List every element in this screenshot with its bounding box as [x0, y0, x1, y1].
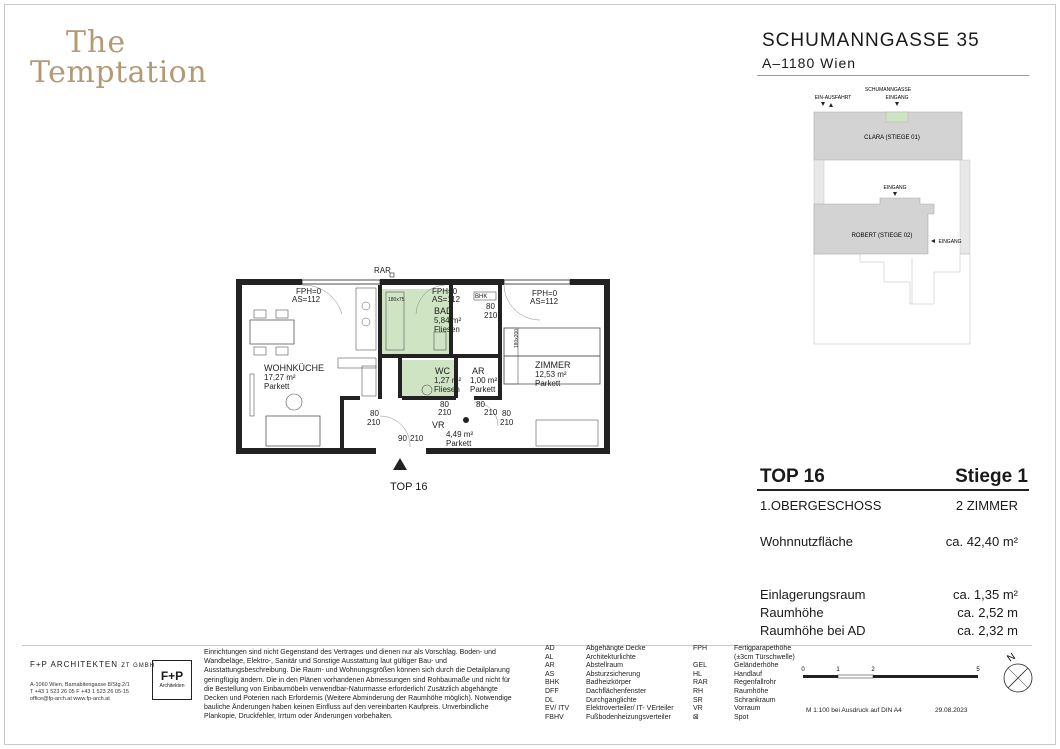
- siteplan-clara: CLARA (STIEGE 01): [864, 135, 920, 141]
- wc-floor: Fliesen: [434, 385, 460, 394]
- door-zimmer-height: 210: [500, 418, 514, 427]
- label-fph-left: FPH=0: [296, 287, 322, 296]
- zimmer-area: 12,53 m²: [535, 370, 567, 379]
- firm-name-main: F+P ARCHITEKTEN: [30, 660, 118, 669]
- label-rar: RAR: [374, 266, 391, 275]
- label-bhk: BHK: [475, 294, 488, 300]
- label-fph-bad: FPH=0: [432, 287, 458, 296]
- door-entry-height: 210: [410, 434, 424, 443]
- label-bed: 180x200: [514, 328, 521, 349]
- floor-plan: [230, 262, 620, 497]
- disclaimer-text: Einrichtungen sind nicht Gegenstand des Vertrages und dienen nur als Vorschlag. Boden- und Wandbeläge, Elektro-, Sanitär und Sonstige Ausstattung laut gültiger Bau- und Ausstattungsbeschreibung. Die Raum- und Wohnungsgrößen können sich durch die Detailplanung geringfügig ändern. Die in den Plänen vorhandenen Abmessungen sind Rohbaumaße und nicht für die Bestellung von Einbaumöbeln verwendbar-Naturmasse erforderlich! Zusätzlich abgehängte Decken und Poterien nach Erfordernis (Weitere Abminderung der Raumhöhe möglich). Notwendige bauliche Änderungen haben keinen Einfluss auf den vereinbarten Kaufpreis. Unverbindliche Plankopie, Druckfehler, Irrtum oder Änderungen vorbehalten.: [204, 649, 512, 721]
- firm-name: [30, 660, 155, 669]
- in-arrow-icon: [821, 102, 825, 106]
- svg-text:2: 2: [871, 667, 875, 673]
- entrance-green: [886, 112, 908, 122]
- bad-area: 5,84 m²: [434, 316, 462, 325]
- bad-floor: Fliesen: [434, 325, 460, 334]
- wohnkueche-floor: Parkett: [264, 382, 290, 391]
- north-label: N: [1005, 651, 1018, 665]
- bad-name: BAD: [434, 306, 453, 316]
- firm-address: [30, 682, 130, 703]
- unit-rooms: 2 ZIMMER: [955, 498, 1018, 513]
- abbr-meanings-1: Abgehängte Decke Architekturlichte Abstellraum Absturzsicherung Badheizkörper Dachflächenfenster Durchganglichte Elektroverteiler/ IT- VErteiler Fußbodenheizungsverteiler: [586, 645, 674, 721]
- logo-line-1: The: [66, 25, 127, 60]
- svg-text:0: 0: [801, 667, 805, 673]
- siteplan-eingang-side: EINGANG: [938, 239, 962, 245]
- door-bad-height: 210: [484, 311, 498, 320]
- info-label-raumhoehe-ad: Raumhöhe bei AD: [760, 623, 866, 638]
- door-wk-width: 80: [370, 409, 379, 418]
- north-arrow-icon: [998, 650, 1038, 696]
- siteplan-street: SCHUMANNGASSE: [864, 87, 912, 93]
- address-divider: [757, 75, 1029, 76]
- building-robert: [814, 198, 934, 254]
- site-plan: [800, 82, 1030, 352]
- info-value-wohnnutzflaeche: ca. 42,40 m²: [945, 534, 1018, 549]
- wc-name: WC: [435, 366, 450, 376]
- door-ar-width: 80: [476, 400, 485, 409]
- out-arrow-icon: [829, 103, 833, 107]
- firm-logo-sub: Architekten: [159, 683, 185, 689]
- door-wc-height: 210: [438, 408, 452, 417]
- firm-address-line-3: office@fp-arch.at www.fp-arch.at: [30, 696, 110, 702]
- label-as-left: AS=112: [292, 295, 321, 304]
- info-value-raumhoehe-ad: ca. 2,32 m: [957, 623, 1018, 638]
- scale-bar: [798, 660, 988, 690]
- floorplan-top-label: TOP 16: [390, 481, 428, 493]
- door-entry-width: 90: [398, 434, 407, 443]
- firm-address-line-1: A-1060 Wien, Barnabitengasse 8/Stg.2/1: [30, 682, 130, 688]
- entrance-arrow-icon: [895, 102, 899, 106]
- vr-name: VR: [432, 420, 445, 430]
- address-street: SCHUMANNGASSE 35: [762, 30, 980, 51]
- door-zimmer-width: 80: [502, 409, 511, 418]
- unit-floor: 1.OBERGESCHOSS: [760, 498, 882, 513]
- vr-area: 4,49 m²: [446, 430, 474, 439]
- wc-area: 1,27 m²: [434, 376, 462, 385]
- plan-date: 29.08.2023: [935, 707, 968, 714]
- brand-logo: [30, 25, 208, 90]
- zimmer-floor: Parkett: [535, 379, 561, 388]
- abbr-meanings-2: Fertigparapethöhe (±3cm Türschwelle) Geländerhöhe Handlauf Regenfallrohr Raumhöhe Schrankraum Vorraum Spot: [734, 645, 795, 721]
- abbr-codes-1: AD AL AR AS BHK DFF DL EV/ ITV FBHV: [545, 645, 570, 721]
- label-as-bad: AS=112: [432, 295, 461, 304]
- label-fph-right: FPH=0: [532, 289, 558, 298]
- zimmer-name: ZIMMER: [535, 360, 571, 370]
- entrance-arrow-icon: [393, 458, 407, 470]
- svg-text:1: 1: [836, 667, 840, 673]
- siteplan-ein-ausfahrt: EIN-AUSFAHRT: [814, 95, 852, 101]
- firm-name-suffix: ZT GMBH: [121, 663, 156, 669]
- label-tub: 180x75: [388, 297, 405, 303]
- firm-address-line-2: T +43 1 523 26 05 F +43 1 523 26 05-15: [30, 689, 129, 695]
- door-bad-width: 80: [486, 302, 495, 311]
- site-boundary: [814, 254, 970, 344]
- info-value-einlagerungsraum: ca. 1,35 m²: [952, 587, 1018, 602]
- wohnkueche-name: WOHNKÜCHE: [264, 363, 324, 373]
- logo-line-2: Temptation: [30, 55, 208, 90]
- svg-text:5: 5: [976, 667, 980, 673]
- info-label-einlagerungsraum: Einlagerungsraum: [760, 587, 866, 602]
- info-label-raumhoehe: Raumhöhe: [760, 605, 824, 620]
- firm-logo-box: [152, 660, 192, 700]
- scale-note: M 1:100 bei Ausdruck auf DIN A4: [806, 707, 902, 714]
- siteplan-eingang-mid: EINGANG: [883, 185, 907, 191]
- door-wc-width: 80: [440, 400, 449, 409]
- info-label-wohnnutzflaeche: Wohnnutzfläche: [760, 534, 853, 549]
- siteplan-eingang-top: EINGANG: [885, 95, 909, 101]
- wohnkueche-area: 17,27 m²: [264, 373, 296, 382]
- info-divider: [757, 489, 1029, 491]
- ar-floor: Parkett: [470, 385, 496, 394]
- door-ar-height: 210: [484, 408, 498, 417]
- unit-stiege: Stiege 1: [955, 466, 1028, 487]
- unit-number: TOP 16: [760, 466, 825, 487]
- door-wk-height: 210: [367, 418, 381, 427]
- abbr-codes-2: FPH GEL HL RAR RH SR VR ⊠: [693, 645, 708, 721]
- siteplan-robert: ROBERT (STIEGE 02): [851, 233, 913, 239]
- ar-area: 1,00 m²: [470, 376, 498, 385]
- label-as-right: AS=112: [530, 297, 559, 306]
- address-city: A–1180 Wien: [762, 55, 857, 71]
- vr-floor: Parkett: [446, 439, 472, 448]
- ar-name: AR: [472, 366, 485, 376]
- footer-divider: [22, 645, 1032, 646]
- firm-logo-text: F+P: [160, 669, 184, 683]
- info-value-raumhoehe: ca. 2,52 m: [957, 605, 1018, 620]
